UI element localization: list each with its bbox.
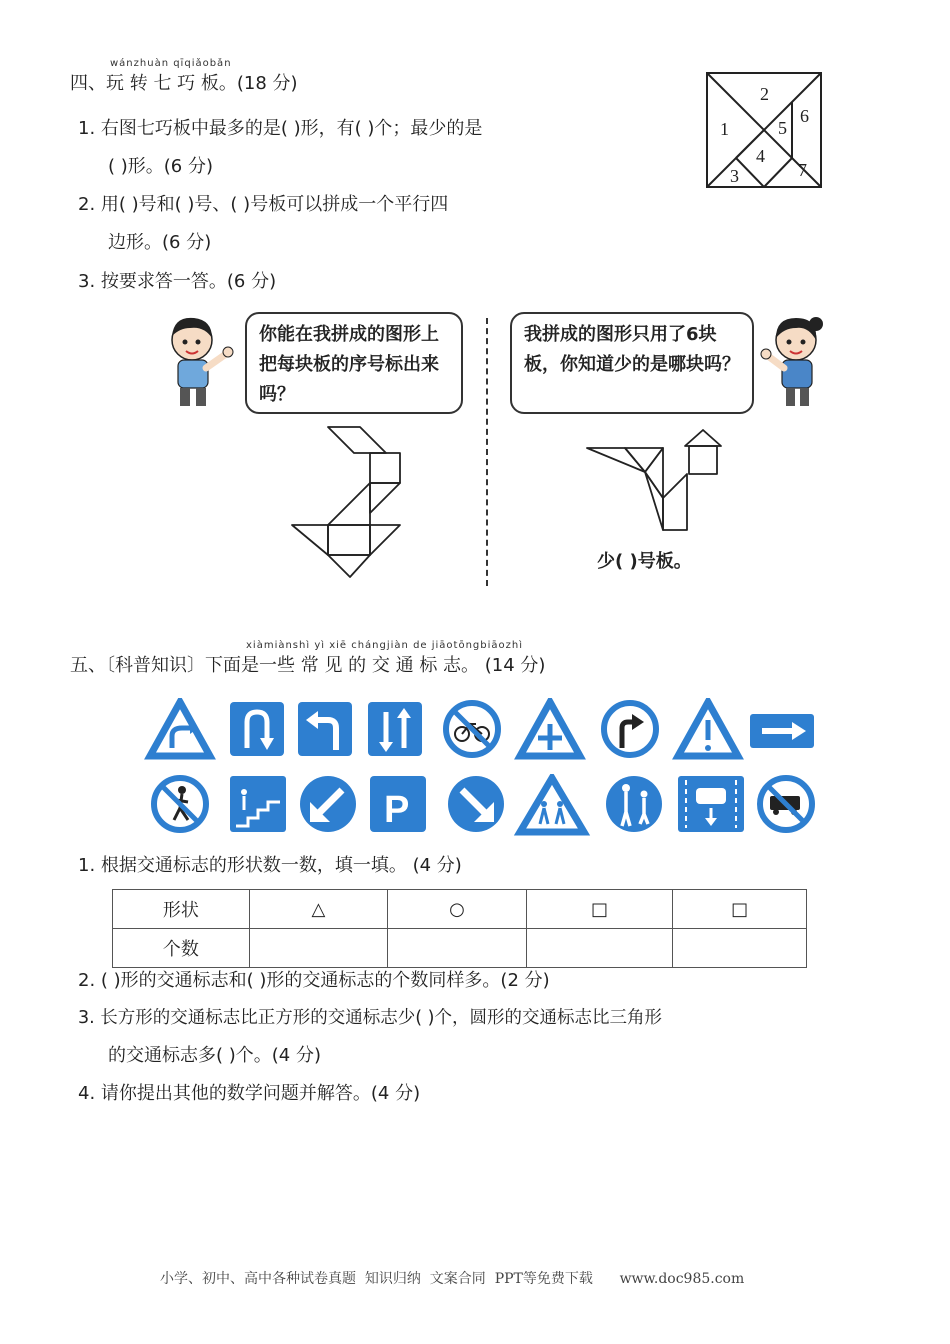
triangle-warning-sign — [678, 702, 738, 756]
table-input-cell[interactable] — [249, 929, 388, 968]
speech-bubble-left: 你能在我拼成的图形上把每块板的序号标出来吗？ — [245, 312, 463, 414]
triangle-children-sign — [520, 778, 584, 832]
table-cell-rectangle: □ — [673, 890, 807, 929]
table-cell-circle: ○ — [388, 890, 527, 929]
s5-q3-line2: 的交通标志多( )个。(4 分) — [108, 1045, 321, 1066]
circle-pedestrian-sign — [606, 776, 662, 832]
table-header-count: 个数 — [113, 929, 250, 968]
speech-bubble-right: 我拼成的图形只用了6块板，你知道少的是哪块吗？ — [510, 312, 754, 414]
q3-prompt: 3. 按要求答一答。(6 分) — [78, 271, 277, 292]
circle-no-truck-sign — [760, 778, 812, 830]
table-row-count — [113, 929, 807, 968]
square-parking-sign — [370, 776, 426, 832]
traffic-signs-row2 — [140, 774, 820, 836]
tangram-figure-left — [290, 425, 420, 580]
tangram-label: 1 — [720, 119, 729, 139]
tangram-label: 7 — [798, 160, 807, 180]
tangram-square — [706, 72, 822, 188]
s5-q2: 2. ( )形的交通标志和( )形的交通标志的个数同样多。(2 分) — [78, 970, 550, 991]
s5-q1: 1. 根据交通标志的形状数一数，填一填。 (4 分) — [78, 855, 462, 876]
shape-count-table — [112, 889, 807, 968]
circle-arrow-down-right-sign — [448, 776, 504, 832]
dashed-divider — [486, 318, 488, 586]
s5-q4: 4. 请你提出其他的数学问题并解答。(4 分) — [78, 1083, 421, 1104]
section5-title: 五、〔科普知识〕下面是一些 常 见 的 交 通 标 志。 (14 分) — [70, 655, 546, 676]
circle-right-turn-sign — [604, 703, 656, 755]
section4-pinyin: wánzhuàn qīqiǎobǎn — [110, 58, 232, 69]
square-u-turn-sign — [230, 702, 284, 756]
table-cell-square: □ — [526, 890, 672, 929]
rectangle-car-lane-sign — [678, 776, 744, 832]
q2-line2: 边形。(6 分) — [108, 232, 212, 253]
svg-text:P: P — [384, 789, 410, 831]
q1-line1: 1. 右图七巧板中最多的是( )形，有( )个；最少的是 — [78, 118, 483, 139]
tangram-figure-right — [585, 428, 725, 534]
tangram-label: 3 — [730, 166, 739, 186]
tangram-label: 6 — [800, 106, 809, 126]
triangle-crossroad-sign — [520, 702, 580, 756]
circle-no-pedestrian-sign — [154, 778, 206, 830]
tangram-label: 5 — [778, 118, 787, 138]
tangram-label: 4 — [756, 146, 765, 166]
square-two-way-sign — [368, 702, 422, 756]
table-row-shape — [113, 890, 807, 929]
triangle-curve-sign — [150, 702, 210, 756]
circle-arrow-down-left-sign — [300, 776, 356, 832]
table-header-shape: 形状 — [113, 890, 250, 929]
tangram-label: 2 — [760, 84, 769, 104]
footer-text: 小学、初中、高中各种试卷真题 知识归纳 文案合同 PPT等免费下载 www.doc985.com — [160, 1271, 745, 1287]
table-input-cell[interactable] — [388, 929, 527, 968]
answer-line: 少( )号板。 — [597, 551, 692, 572]
boy-illustration-left — [160, 312, 240, 408]
table-input-cell[interactable] — [526, 929, 672, 968]
circle-no-bicycle-sign — [446, 703, 498, 755]
q1-line2: ( )形。(6 分) — [108, 156, 213, 177]
traffic-signs-row1 — [140, 698, 820, 762]
s5-q3-line1: 3. 长方形的交通标志比正方形的交通标志少( )个，圆形的交通标志比三角形 — [78, 1008, 662, 1028]
section5-pinyin: xiàmiànshì yì xiē chángjiàn de jiāotōngbiāozhì — [246, 640, 524, 651]
square-left-turn-sign — [298, 702, 352, 756]
girl-illustration-right — [758, 312, 830, 408]
table-input-cell[interactable] — [673, 929, 807, 968]
square-stairs-sign — [230, 776, 286, 832]
section4-title: 四、玩 转 七 巧 板。(18 分) — [70, 73, 298, 94]
rectangle-right-arrow-sign — [750, 714, 814, 748]
q2-line1: 2. 用( )号和( )号、( )号板可以拼成一个平行四 — [78, 194, 449, 215]
table-cell-triangle: △ — [249, 890, 388, 929]
